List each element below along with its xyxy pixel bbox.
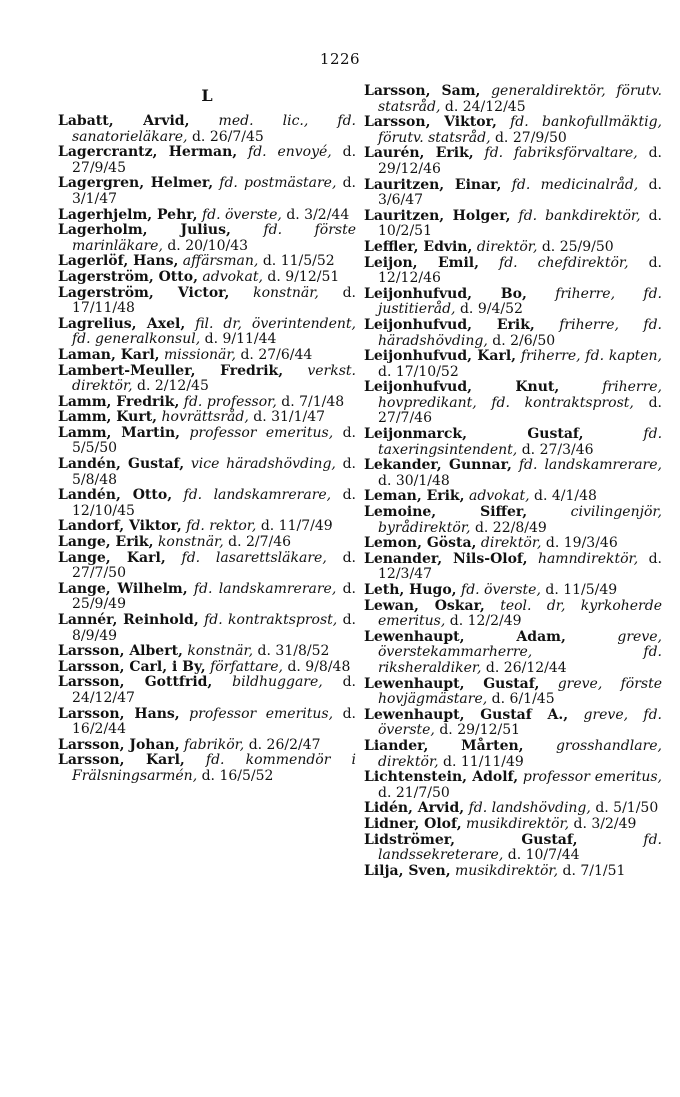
entry-name: Lekander, Gunnar,	[364, 457, 512, 474]
index-entry	[364, 630, 662, 677]
index-entry	[58, 613, 356, 644]
entry-date: d. 31/8/52	[257, 643, 330, 660]
entry-name: Leijon, Emil,	[364, 254, 479, 271]
index-entry	[364, 349, 662, 380]
entry-title: fd. överste,	[461, 582, 541, 598]
right-entry-list	[364, 84, 662, 879]
entry-name: Labatt, Arvid,	[58, 113, 190, 129]
entry-name: Larsson, Johan,	[58, 736, 180, 753]
entry-title: professor emeritus,	[189, 424, 334, 441]
entry-title: greve, överstekammarherre, fd. riksheraldiker,	[378, 628, 662, 676]
entry-name: Lewenhaupt, Gustaf A.,	[364, 706, 569, 723]
index-entry	[58, 286, 356, 317]
entry-title: fd. överste,	[201, 206, 282, 223]
index-entry	[58, 176, 356, 207]
entry-title: advokat,	[202, 268, 263, 285]
index-entry	[364, 84, 662, 115]
entry-title: fd. professor,	[183, 393, 277, 410]
index-entry	[364, 458, 662, 489]
entry-name: Lauritzen, Holger,	[364, 207, 511, 224]
entry-date: d. 3/2/44	[286, 206, 350, 223]
entry-date: d. 11/5/52	[262, 253, 335, 270]
entry-title: fd. taxeringsintendent,	[378, 426, 663, 458]
entry-name: Laman, Karl,	[58, 346, 160, 363]
index-entry	[364, 287, 662, 318]
index-entry	[58, 457, 356, 488]
entry-name: Leth, Hugo,	[364, 582, 457, 598]
index-entry	[58, 707, 356, 738]
entry-title: friherre, hovpredikant, fd. kontraktsprost,	[378, 379, 663, 411]
index-entry	[364, 817, 662, 833]
index-entry	[364, 209, 662, 240]
entry-title: fd. chefdirektör,	[499, 254, 629, 271]
entry-name: Landorf, Viktor,	[58, 518, 182, 535]
entry-title: teol. dr, kyrkoherde emeritus,	[378, 597, 662, 630]
index-entry	[58, 660, 356, 676]
entry-title: fd. bankofullmäktig, förutv. statsråd,	[378, 114, 662, 146]
entry-title: greve, förste hovjägmästare,	[378, 675, 663, 708]
entry-title: professor emeritus,	[522, 769, 662, 786]
index-entry	[364, 864, 662, 880]
entry-title: fd. landskamrerare,	[183, 487, 332, 504]
entry-title: musikdirektör,	[466, 815, 570, 832]
entry-name: Lagerhjelm, Pehr,	[58, 206, 198, 223]
index-entry	[364, 146, 662, 177]
entry-title: hamndirektör,	[537, 550, 639, 567]
entry-date: d. 11/11/49	[443, 753, 524, 770]
entry-name: Leijonhufvud, Bo,	[364, 285, 527, 302]
entry-date: d. 5/5/50	[72, 424, 356, 457]
entry-date: d. 11/5/49	[545, 582, 618, 598]
entry-title: med. lic., fd. sanatorieläkare,	[72, 113, 356, 145]
index-entry	[58, 519, 356, 535]
entry-name: Lemoine, Siffer,	[364, 504, 528, 521]
entry-name: Lidströmer, Gustaf,	[364, 831, 578, 848]
entry-title: vice häradshövding,	[190, 456, 336, 473]
entry-title: advokat,	[468, 488, 530, 505]
index-entry	[364, 833, 662, 864]
index-entry	[58, 208, 356, 224]
entry-date: d. 27/9/50	[494, 129, 567, 146]
entry-name: Larsson, Karl,	[58, 752, 185, 769]
entry-title: affärsman,	[182, 253, 259, 270]
index-entry	[58, 644, 356, 660]
entry-date: d. 7/1/51	[562, 862, 626, 879]
entry-date: d. 7/1/48	[281, 393, 345, 410]
entry-title: fd. landskamrerare,	[193, 580, 337, 597]
entry-name: Landén, Gustaf,	[58, 456, 185, 473]
index-entry	[364, 427, 662, 458]
entry-title: fd. kommendör i Frälsningsarmén,	[72, 752, 356, 784]
entry-name: Landén, Otto,	[58, 487, 173, 504]
entry-name: Lange, Erik,	[58, 534, 154, 551]
entry-name: Lange, Karl,	[58, 549, 166, 566]
entry-name: Lagrelius, Axel,	[58, 315, 186, 332]
entry-title: direktör,	[476, 238, 538, 255]
entry-title: konstnär,	[187, 643, 254, 660]
index-entry	[364, 708, 662, 739]
entry-name: Lauritzen, Einar,	[364, 176, 502, 193]
entry-name: Lamm, Fredrik,	[58, 393, 180, 410]
entry-date: d. 3/1/47	[72, 175, 356, 207]
entry-title: fd. landssekreterare,	[378, 831, 662, 864]
entry-title: friherre, fd. justitieråd,	[378, 285, 662, 318]
entry-date: d. 25/9/50	[541, 238, 614, 255]
index-entry	[58, 551, 356, 582]
entry-title: författare,	[210, 658, 283, 675]
index-entry	[58, 535, 356, 551]
entry-date: d. 17/10/52	[378, 363, 459, 380]
entry-date: d. 27/6/44	[240, 346, 313, 363]
entry-date: d. 10/7/44	[507, 847, 580, 864]
entry-title: konstnär,	[253, 284, 319, 301]
entry-name: Lilja, Sven,	[364, 862, 451, 879]
entry-title: fd. envoyé,	[248, 144, 332, 161]
index-entry	[58, 582, 356, 613]
entry-date: d. 27/3/46	[521, 441, 594, 458]
entry-date: d. 29/12/51	[439, 722, 521, 739]
index-entry	[58, 738, 356, 754]
entry-name: Larsson, Carl, i By,	[58, 658, 206, 675]
entry-name: Lamm, Martin,	[58, 424, 181, 441]
entry-name: Leijonmarck, Gustaf,	[364, 426, 584, 443]
index-entry	[364, 489, 662, 505]
entry-name: Larsson, Hans,	[58, 705, 180, 722]
entry-title: fd. medicinalråd,	[511, 176, 639, 193]
left-entry-list	[58, 114, 356, 785]
entry-title: musikdirektör,	[455, 862, 559, 879]
entry-title: verkst. direktör,	[72, 362, 356, 395]
entry-date: d. 12/12/46	[378, 254, 663, 287]
entry-title: fd. lasarettsläkare,	[181, 549, 327, 566]
entry-date: d. 25/9/49	[72, 580, 357, 613]
index-entry	[58, 145, 356, 176]
entry-date: d. 27/7/46	[378, 394, 662, 427]
entry-title: fd. fabriksförvaltare,	[484, 145, 638, 162]
entry-title: fd. landskamrerare,	[518, 457, 662, 474]
entry-title: grosshandlare, direktör,	[378, 737, 662, 770]
index-entry	[58, 223, 356, 254]
entry-date: d. 17/11/48	[72, 284, 356, 317]
index-entry	[364, 599, 662, 630]
index-entry	[364, 739, 662, 770]
entry-name: Lamm, Kurt,	[58, 409, 158, 426]
entry-date: d. 3/6/47	[378, 176, 662, 209]
entry-date: d. 12/2/49	[449, 613, 522, 630]
index-entry	[58, 395, 356, 411]
entry-date: d. 9/12/51	[267, 268, 340, 285]
left-column	[58, 84, 356, 785]
entry-name: Lambert-Meuller, Fredrik,	[58, 362, 284, 379]
index-entry	[364, 178, 662, 209]
index-entry	[58, 488, 356, 519]
entry-name: Lagercrantz, Herman,	[58, 144, 238, 161]
entry-title: fd. bankdirektör,	[518, 207, 641, 224]
index-entry	[58, 364, 356, 395]
entry-date: d. 21/7/50	[378, 784, 450, 801]
entry-title: fd. rektor,	[186, 518, 257, 535]
index-entry	[364, 677, 662, 708]
entry-date: d. 5/8/48	[72, 456, 356, 488]
entry-date: d. 24/12/47	[72, 674, 356, 706]
right-column	[364, 84, 662, 879]
entry-date: d. 8/9/49	[72, 612, 356, 644]
entry-name: Leijonhufvud, Erik,	[364, 316, 535, 333]
entry-date: d. 30/1/48	[378, 472, 450, 489]
entry-date: d. 9/8/48	[287, 658, 351, 675]
entry-name: Liander, Mårten,	[364, 737, 524, 754]
entry-name: Lewenhaupt, Gustaf,	[364, 675, 540, 692]
entry-name: Leman, Erik,	[364, 488, 465, 505]
entry-name: Lichtenstein, Adolf,	[364, 769, 519, 786]
entry-date: d. 4/1/48	[533, 488, 597, 505]
entry-name: Lange, Wilhelm,	[58, 580, 188, 597]
index-entry	[364, 770, 662, 801]
entry-date: d. 20/10/43	[167, 237, 249, 254]
entry-date: d. 2/6/50	[492, 332, 556, 349]
index-entry	[58, 270, 356, 286]
entry-title: fd. landshövding,	[468, 800, 591, 817]
index-entry	[58, 348, 356, 364]
index-entry	[58, 317, 356, 348]
section-letter: L	[201, 86, 213, 105]
entry-name: Larsson, Viktor,	[364, 114, 497, 131]
page-number: 1226	[319, 50, 361, 68]
entry-date: d. 26/2/47	[248, 736, 321, 753]
entry-date: d. 6/1/45	[491, 691, 555, 708]
entry-date: d. 9/4/52	[459, 301, 523, 318]
entry-date: d. 10/2/51	[378, 207, 663, 240]
entry-date: d. 16/5/52	[201, 767, 274, 784]
entry-name: Lagerlöf, Hans,	[58, 253, 179, 270]
entry-date: d. 12/10/45	[72, 487, 357, 519]
entry-date: d. 11/7/49	[260, 518, 333, 535]
entry-title: fd. förste marinläkare,	[72, 222, 356, 254]
entry-title: generaldirektör, förutv. statsråd,	[378, 83, 663, 115]
entry-date: d. 22/8/49	[474, 519, 547, 536]
entry-date: d. 26/7/45	[191, 128, 264, 145]
entry-name: Larsson, Gottfrid,	[58, 674, 213, 691]
index-entry	[364, 552, 662, 583]
entry-title: fd. postmästare,	[219, 175, 337, 192]
entry-date: d. 3/2/49	[573, 815, 637, 832]
entry-name: Lenander, Nils-Olof,	[364, 550, 528, 567]
entry-name: Lannér, Reinhold,	[58, 612, 199, 628]
index-entry	[58, 410, 356, 426]
entry-date: d. 29/12/46	[378, 145, 663, 177]
entry-name: Lemon, Gösta,	[364, 535, 477, 552]
index-entry	[58, 114, 356, 145]
entry-name: Leijonhufvud, Knut,	[364, 379, 560, 396]
index-entry	[58, 753, 356, 784]
entry-title: fil. dr, överintendent, fd. generalkonsul,	[72, 315, 357, 348]
entry-name: Lagerström, Victor,	[58, 284, 230, 301]
entry-date: d. 12/3/47	[378, 550, 662, 583]
entry-name: Lidén, Arvid,	[364, 800, 465, 817]
entry-date: d. 19/3/46	[545, 535, 618, 552]
entry-date: d. 5/1/50	[595, 800, 659, 817]
entry-title: friherre, fd. kapten,	[520, 348, 662, 365]
entry-title: konstnär,	[157, 534, 224, 551]
entry-title: greve, fd. överste,	[378, 706, 662, 739]
entry-name: Laurén, Erik,	[364, 145, 474, 162]
index-entry	[364, 318, 662, 349]
index-entry	[58, 254, 356, 270]
index-entry	[364, 505, 662, 536]
entry-date: d. 31/1/47	[253, 409, 326, 426]
entry-name: Leijonhufvud, Karl,	[364, 348, 517, 365]
entry-title: civilingenjör, byrådirektör,	[378, 504, 662, 536]
entry-date: d. 9/11/44	[204, 331, 277, 348]
entry-title: direktör,	[480, 535, 542, 552]
entry-date: d. 27/9/45	[72, 144, 357, 176]
entry-name: Leffler, Edvin,	[364, 238, 473, 255]
entry-title: fabrikör,	[184, 736, 245, 753]
entry-name: Lagergren, Helmer,	[58, 175, 214, 192]
entry-name: Lagerström, Otto,	[58, 268, 198, 285]
entry-name: Lewenhaupt, Adam,	[364, 628, 566, 645]
index-entry	[364, 380, 662, 427]
entry-title: friherre, fd. häradshövding,	[378, 316, 662, 349]
entry-name: Lagerholm, Julius,	[58, 222, 231, 239]
index-entry	[58, 675, 356, 706]
entry-title: fd. kontraktsprost,	[204, 612, 338, 628]
index-entry	[364, 583, 662, 599]
entry-date: d. 27/7/50	[72, 549, 356, 582]
entry-title: bildhuggare,	[232, 674, 323, 691]
entry-name: Larsson, Sam,	[364, 83, 481, 99]
entry-title: professor emeritus,	[189, 705, 334, 722]
entry-title: hovrättsråd,	[161, 409, 249, 426]
entry-date: d. 2/7/46	[228, 534, 292, 551]
entry-title: missionär,	[164, 346, 236, 363]
entry-date: d. 16/2/44	[72, 705, 356, 738]
entry-name: Larsson, Albert,	[58, 643, 183, 660]
index-entry	[364, 240, 662, 256]
index-entry	[364, 256, 662, 287]
index-entry	[364, 536, 662, 552]
entry-date: d. 24/12/45	[444, 98, 526, 115]
index-entry	[364, 115, 662, 146]
entry-date: d. 2/12/45	[137, 378, 209, 395]
index-entry	[58, 426, 356, 457]
entry-name: Lidner, Olof,	[364, 815, 462, 832]
entry-date: d. 26/12/44	[485, 659, 567, 676]
index-entry	[364, 801, 662, 817]
entry-name: Lewan, Oskar,	[364, 597, 485, 614]
